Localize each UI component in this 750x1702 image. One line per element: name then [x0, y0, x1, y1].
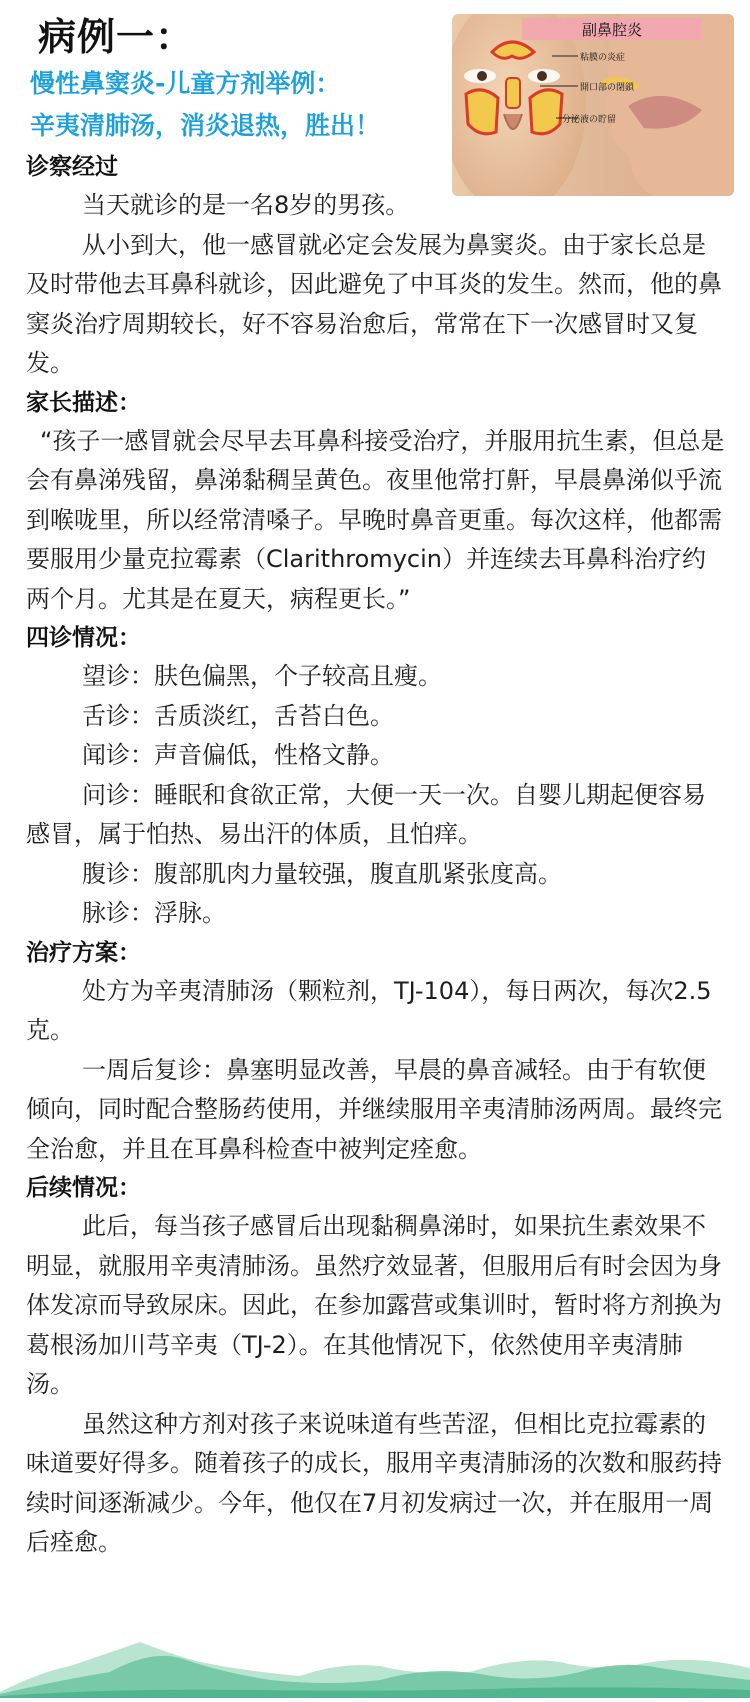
- illustration-label-1: 粘膜の炎症: [580, 53, 626, 63]
- treatment-paragraph-2: 一周后复诊：鼻塞明显改善，早晨的鼻音减轻。由于有软便倾向，同时配合整肠药使用，并继续服用辛夷清肺汤两周。最终完全治愈，并且在耳鼻科检查中被判定痊愈。: [26, 1055, 722, 1163]
- follow-up-paragraph-1: 此后，每当孩子感冒后出现黏稠鼻涕时，如果抗生素效果不明显，就服用辛夷清肺汤。虽然疗效显著，但服用后有时会因为身体发凉而导致尿床。因此，在参加露营或集训时，暂时将方剂换为葛根汤加川芎辛夷（TJ-2）。在其他情况下，依然使用辛夷清肺汤。: [26, 1212, 722, 1398]
- exam-paragraph-2: 从小到大，他一感冒就必定会发展为鼻窦炎。由于家长总是及时带他去耳鼻科就诊，因此避免了中耳炎的发生。然而，他的鼻窦炎治疗周期较长，好不容易治愈后，常常在下一次感冒时又复发。: [26, 230, 722, 377]
- section-heading-exam: 诊察经过: [26, 154, 118, 180]
- section-heading-parent: 家长描述：: [26, 389, 141, 416]
- section-heading-treatment: 治疗方案：: [26, 939, 141, 966]
- subtitle-line-2: 辛夷清肺汤，消炎退热，胜出！: [30, 111, 381, 140]
- section-heading-four-exams: 四诊情况：: [26, 625, 141, 651]
- article-body: [26, 148, 726, 1563]
- inspection-line: 望诊：肤色偏黑，个子较高且瘦。: [82, 662, 442, 690]
- follow-up-paragraph-2: 虽然这种方剂对孩子来说味道有些苦涩，但相比克拉霉素的味道要好得多。随着孩子的成长，服用辛夷清肺汤的次数和服药持续时间逐渐减少。今年，他仅在7月初发病过一次，并在服用一周后痊愈。: [26, 1409, 722, 1556]
- parent-quote: “孩子一感冒就会尽早去耳鼻科接受治疗，并服用抗生素，但总是会有鼻涕残留，鼻涕黏稠呈黄色。夜里他常打鼾，早晨鼻涕似乎流到喉咙里，所以经常清嗓子。早晚时鼻音更重。每次这样，他都需要服用少量克拉霉素（Clarithromycin）并连续去耳鼻科治疗约两个月。尤其是在夏天，病程更长。”: [26, 426, 725, 613]
- tongue-line: 舌诊：舌质淡红，舌苔白色。: [82, 701, 394, 730]
- inquiry-line: 问诊：睡眠和食欲正常，大便一天一次。自婴儿期起便容易感冒，属于怕热、易出汗的体质，且怕痒。: [26, 780, 706, 848]
- listening-line: 闻诊：声音偏低，性格文静。: [82, 741, 394, 769]
- subtitle-line-1: 慢性鼻窦炎-儿童方剂举例：: [30, 69, 341, 98]
- abdomen-line: 腹诊：腹部肌肉力量较强，腹直肌紧张度高。: [82, 859, 562, 888]
- illustration-title: 副鼻腔炎: [581, 21, 643, 39]
- pulse-line: 脉诊：浮脉。: [82, 899, 226, 927]
- section-heading-follow-up: 后续情况：: [26, 1175, 141, 1201]
- illustration-label-3: 分泌液の貯留: [562, 115, 617, 125]
- treatment-paragraph-1: 处方为辛夷清肺汤（颗粒剂，TJ-104），每日两次，每次2.5克。: [26, 976, 712, 1044]
- case-title: 病例一：: [38, 15, 195, 59]
- illustration-label-2: 開口部の閉鎖: [580, 83, 635, 93]
- exam-paragraph-1: 当天就诊的是一名8岁的男孩。: [82, 191, 410, 219]
- mountain-silhouette: [0, 1632, 750, 1698]
- mountain-footer-decoration: [0, 1632, 750, 1698]
